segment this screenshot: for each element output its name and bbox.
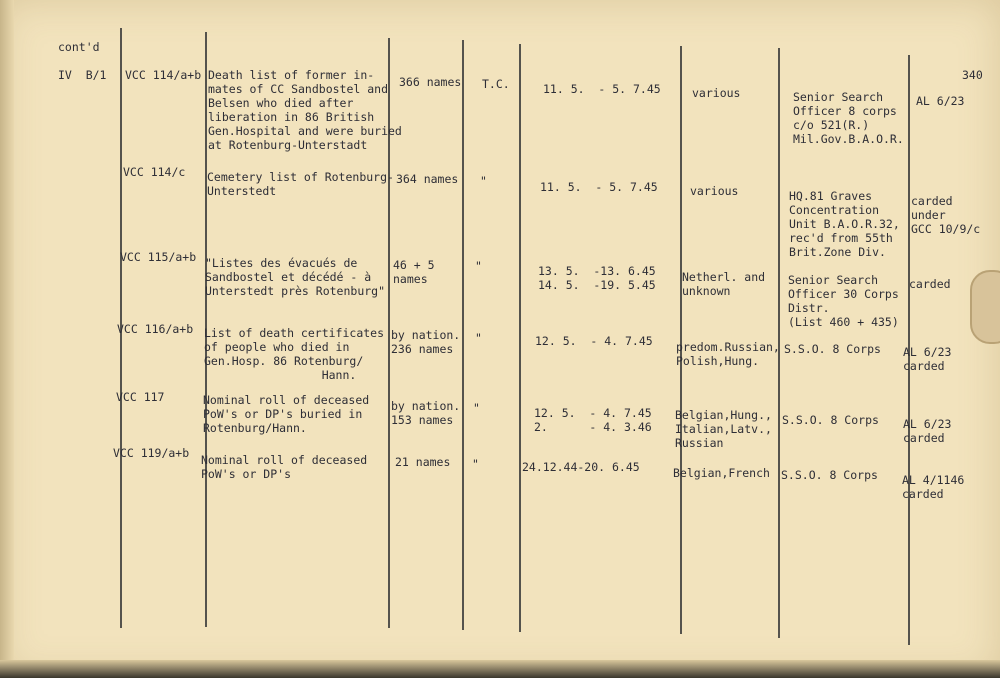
authority-cell: S.S.O. 8 Corps <box>781 468 878 482</box>
count-cell: 366 names <box>399 75 462 89</box>
nationality-cell: predom.Russian, Polish,Hung. <box>676 340 780 368</box>
authority-cell: Senior Search Officer 30 Corps Distr. (List 460 + 435) <box>788 273 899 329</box>
description-cell: Nominal roll of deceased PoW's or DP's buried in Rotenburg/Hann. <box>203 393 370 435</box>
dates-cell: 12. 5. - 4. 7.45 2. - 4. 3.46 <box>534 406 652 434</box>
remarks-cell: AL 6/23 carded <box>903 417 952 445</box>
section-code: IV B/1 <box>58 68 107 82</box>
source-cell: T.C. <box>482 77 510 91</box>
ref-cell: VCC 115/a+b <box>120 250 197 264</box>
ref-cell: VCC 114/a+b <box>125 68 202 82</box>
page-bottom-edge <box>0 660 1000 678</box>
dates-cell: 13. 5. -13. 6.45 14. 5. -19. 5.45 <box>538 264 656 292</box>
ref-cell: VCC 117 <box>116 390 165 404</box>
remarks-cell: AL 4/1146 carded <box>902 473 965 501</box>
dates-cell: 12. 5. - 4. 7.45 <box>535 334 653 348</box>
nationality-cell: various <box>690 184 739 198</box>
remarks-cell: carded under GCC 10/9/c <box>911 194 981 236</box>
description-cell: "Listes des évacués de Sandbostel et décédé - à Unterstedt près Rotenburg" <box>205 256 386 298</box>
column-rule-4 <box>462 40 464 630</box>
remarks-cell: carded <box>909 277 951 291</box>
description-cell: Nominal roll of deceased PoW's or DP's <box>201 453 368 481</box>
authority-cell: Senior Search Officer 8 corps c/o 521(R.) Mil.Gov.B.A.O.R. <box>793 90 904 146</box>
authority-cell: S.S.O. 8 Corps <box>782 413 879 427</box>
page-number: 340 <box>962 68 983 82</box>
remarks-cell: AL 6/23 <box>916 94 965 108</box>
index-tab <box>970 270 1000 344</box>
ref-cell: VCC 116/a+b <box>117 322 194 336</box>
dates-cell: 11. 5. - 5. 7.45 <box>543 82 661 96</box>
description-cell: List of death certificates of people who died in Gen.Hosp. 86 Rotenburg/ Hann. <box>204 326 385 382</box>
authority-cell: S.S.O. 8 Corps <box>784 342 881 356</box>
ref-cell: VCC 119/a+b <box>113 446 190 460</box>
count-cell: 364 names <box>396 172 459 186</box>
source-cell: " <box>475 259 482 273</box>
dates-cell: 11. 5. - 5. 7.45 <box>540 180 658 194</box>
nationality-cell: Belgian,Hung., Italian,Latv., Russian <box>675 408 772 450</box>
source-cell: " <box>475 331 482 345</box>
description-cell: Cemetery list of Rotenburg- Unterstedt <box>207 170 394 198</box>
dates-cell: 24.12.44-20. 6.45 <box>522 460 640 474</box>
source-cell: " <box>480 174 487 188</box>
count-cell: by nation. 153 names <box>391 399 461 427</box>
count-cell: 21 names <box>395 455 451 469</box>
nationality-cell: various <box>692 86 741 100</box>
source-cell: " <box>473 401 480 415</box>
remarks-cell: AL 6/23 carded <box>903 345 952 373</box>
count-cell: by nation. 236 names <box>391 328 461 356</box>
column-rule-5 <box>519 44 521 632</box>
contd-label: cont'd <box>58 40 100 54</box>
authority-cell: HQ.81 Graves Concentration Unit B.A.O.R.32, rec'd from 55th Brit.Zone Div. <box>789 189 900 259</box>
ref-cell: VCC 114/c <box>123 165 186 179</box>
nationality-cell: Belgian,French <box>673 466 770 480</box>
count-cell: 46 + 5 names <box>393 258 435 286</box>
binding-edge <box>0 0 14 678</box>
nationality-cell: Netherl. and unknown <box>682 270 766 298</box>
description-cell: Death list of former in- mates of CC Sandbostel and Belsen who died after liberation in 86 British Gen.Hospital and were buried at Rotenburg-Unterstadt <box>208 68 402 152</box>
source-cell: " <box>472 457 479 471</box>
